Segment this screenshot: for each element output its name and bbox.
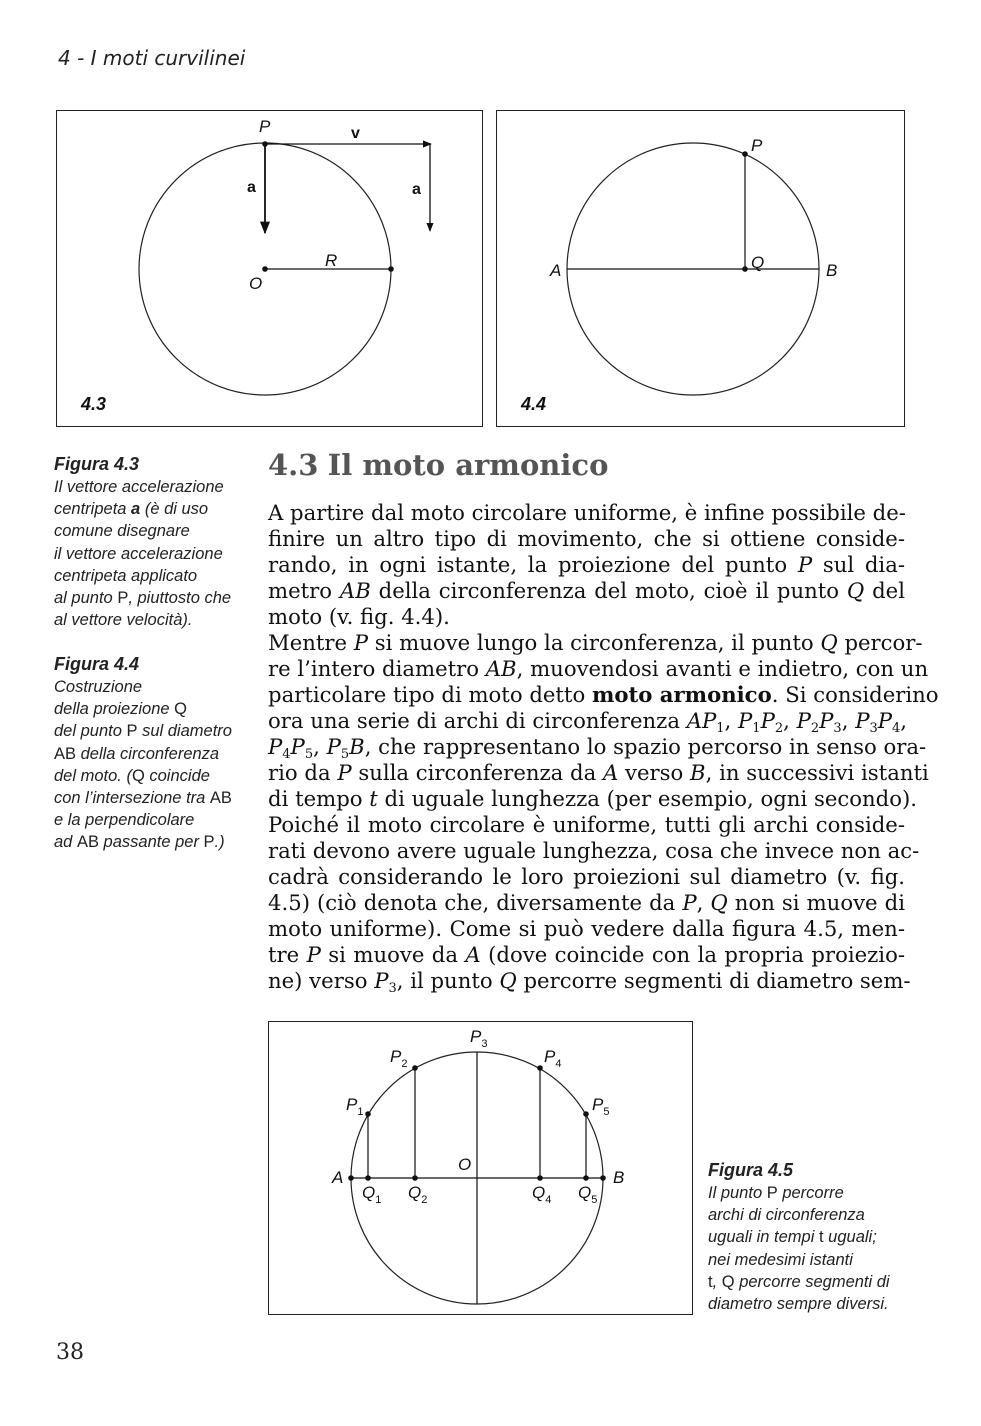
label-p3: $P_3$ <box>470 1027 488 1050</box>
caption-line: del punto P sul diametro <box>54 722 232 741</box>
point-p5 <box>583 1111 589 1117</box>
text-line: 4.5) (ciò denota che, diversamente da P, Q non si muove di <box>268 890 905 915</box>
point-q1 <box>365 1175 371 1181</box>
caption-line: comune disegnare <box>54 522 190 541</box>
caption-line: ad AB passante per P.) <box>54 833 225 852</box>
figure-number: 4.4 <box>521 394 547 414</box>
label-p: P <box>259 117 271 136</box>
section-number: 4.3 <box>268 448 319 482</box>
caption-line: uguali in tempi t uguali; <box>708 1228 877 1247</box>
text-line: di tempo t di uguale lunghezza (per esempio, ogni secondo). <box>268 786 917 811</box>
caption-line: centripeta applicato <box>54 566 198 585</box>
point-q2 <box>412 1175 418 1181</box>
text-line: finire un altro tipo di movimento, che si ottiene conside- <box>268 526 905 551</box>
point-a <box>348 1175 354 1181</box>
label-p2: $P_2$ <box>390 1047 408 1070</box>
caption-line: diametro sempre diversi. <box>708 1295 889 1314</box>
text-line: metro AB della circonferenza del moto, cioè il punto Q del <box>268 578 905 603</box>
caption-line: della proiezione Q <box>54 700 188 719</box>
point-o <box>262 266 268 272</box>
text-line: rati devono avere uguale lunghezza, cosa che invece non ac- <box>268 838 920 863</box>
text-line: tre P si muove da A (dove coincide con la propria proiezio- <box>268 942 905 967</box>
label-b: B <box>613 1168 625 1187</box>
caption-title: Figura 4.5 <box>708 1160 794 1180</box>
caption-title: Figura 4.4 <box>54 654 140 674</box>
text-line: moto (v. fig. 4.4). <box>268 604 450 629</box>
point-p4 <box>537 1065 543 1071</box>
body-text <box>268 500 939 996</box>
label-a: A <box>332 1168 344 1187</box>
label-v: v <box>351 125 360 142</box>
label-q5: $Q_5$ <box>578 1183 598 1206</box>
caption-figure-4-5 <box>708 1158 890 1315</box>
caption-line: del moto. (Q coincide <box>54 766 210 785</box>
caption-line: Costruzione <box>54 678 143 696</box>
running-head: 4 - I moti curvilinei <box>58 46 246 70</box>
caption-line: al vettore velocità). <box>54 611 193 630</box>
label-a-1: a <box>247 179 256 196</box>
caption-line: Il vettore accelerazione <box>54 478 224 496</box>
text-line: Poiché il moto circolare è uniforme, tutti gli archi conside- <box>268 812 905 837</box>
caption-line: il vettore accelerazione <box>54 544 223 563</box>
point-p1 <box>365 1111 371 1117</box>
figure-4-4 <box>496 110 905 427</box>
label-p4: $P_4$ <box>544 1047 562 1070</box>
caption-figure-4-4 <box>54 652 232 854</box>
point-r <box>388 266 394 272</box>
caption-line: nei medesimi istanti <box>708 1250 853 1269</box>
point-b <box>600 1175 606 1181</box>
caption-line: archi di circonferenza <box>708 1206 865 1225</box>
point-q <box>742 266 748 272</box>
text-line: Mentre P si muove lungo la circonferenza, il punto Q percor- <box>268 630 923 655</box>
label-p: P <box>751 136 763 155</box>
caption-line: centripeta a (è di uso <box>54 500 209 519</box>
figure-4-5 <box>268 1021 693 1315</box>
figure-4-3 <box>56 110 483 427</box>
label-a: A <box>550 261 562 280</box>
label-q2: $Q_2$ <box>408 1183 428 1206</box>
caption-line: con l’intersezione tra AB <box>54 789 232 808</box>
page-number: 38 <box>56 1340 84 1365</box>
text-line: ora una serie di archi di circonferenza $AP_1$, $P_1P_2$, $P_2P_3$, $P_3P_4$, <box>268 708 908 736</box>
label-r: R <box>325 251 338 270</box>
caption-title: Figura 4.3 <box>54 454 140 474</box>
label-a-2: a <box>412 181 421 198</box>
caption-line: t, Q percorre segmenti di <box>708 1272 890 1291</box>
point-p <box>742 151 748 157</box>
point-p <box>262 141 268 147</box>
text-line: re l’intero diametro AB, muovendosi avanti e indietro, con un <box>268 656 929 681</box>
text-line: ne) verso $P_3$, il punto Q percorre segmenti di diametro sem- <box>268 968 911 996</box>
text-line: particolare tipo di moto detto moto armonico. Si considerino <box>268 682 939 707</box>
point-q4 <box>537 1175 543 1181</box>
label-o: O <box>458 1155 472 1174</box>
caption-line: al punto P, piuttosto che <box>54 589 232 608</box>
text-line: rando, in ogni istante, la proiezione del punto P sul dia- <box>268 552 905 577</box>
point-q5 <box>583 1175 589 1181</box>
section-title-text: Il moto armonico <box>327 448 609 482</box>
text-line: A partire dal moto circolare uniforme, è infine possibile de- <box>268 500 906 525</box>
label-p5: $P_5$ <box>592 1095 610 1118</box>
label-q4: $Q_4$ <box>532 1183 552 1206</box>
caption-line: e la perpendicolare <box>54 811 195 830</box>
label-o: O <box>249 274 263 293</box>
label-q: Q <box>751 253 765 272</box>
section-title <box>268 448 608 482</box>
text-line: rio da P sulla circonferenza da A verso B, in successivi istanti <box>268 760 929 785</box>
text-line: $P_4P_5$, $P_5B$, che rappresentano lo spazio percorso in senso ora- <box>268 734 927 762</box>
caption-line: AB della circonferenza <box>54 744 220 763</box>
text-line: cadrà considerando le loro proiezioni sul diametro (v. fig. <box>268 864 905 889</box>
caption-line: Il punto P percorre <box>708 1184 844 1202</box>
figure-number: 4.3 <box>81 394 107 414</box>
label-b: B <box>826 261 838 280</box>
point-p2 <box>412 1065 418 1071</box>
text-line: moto uniforme). Come si può vedere dalla figura 4.5, men- <box>268 916 905 941</box>
label-q1: $Q_1$ <box>362 1183 382 1206</box>
label-p1: $P_1$ <box>346 1095 364 1118</box>
caption-figure-4-3 <box>54 452 231 631</box>
